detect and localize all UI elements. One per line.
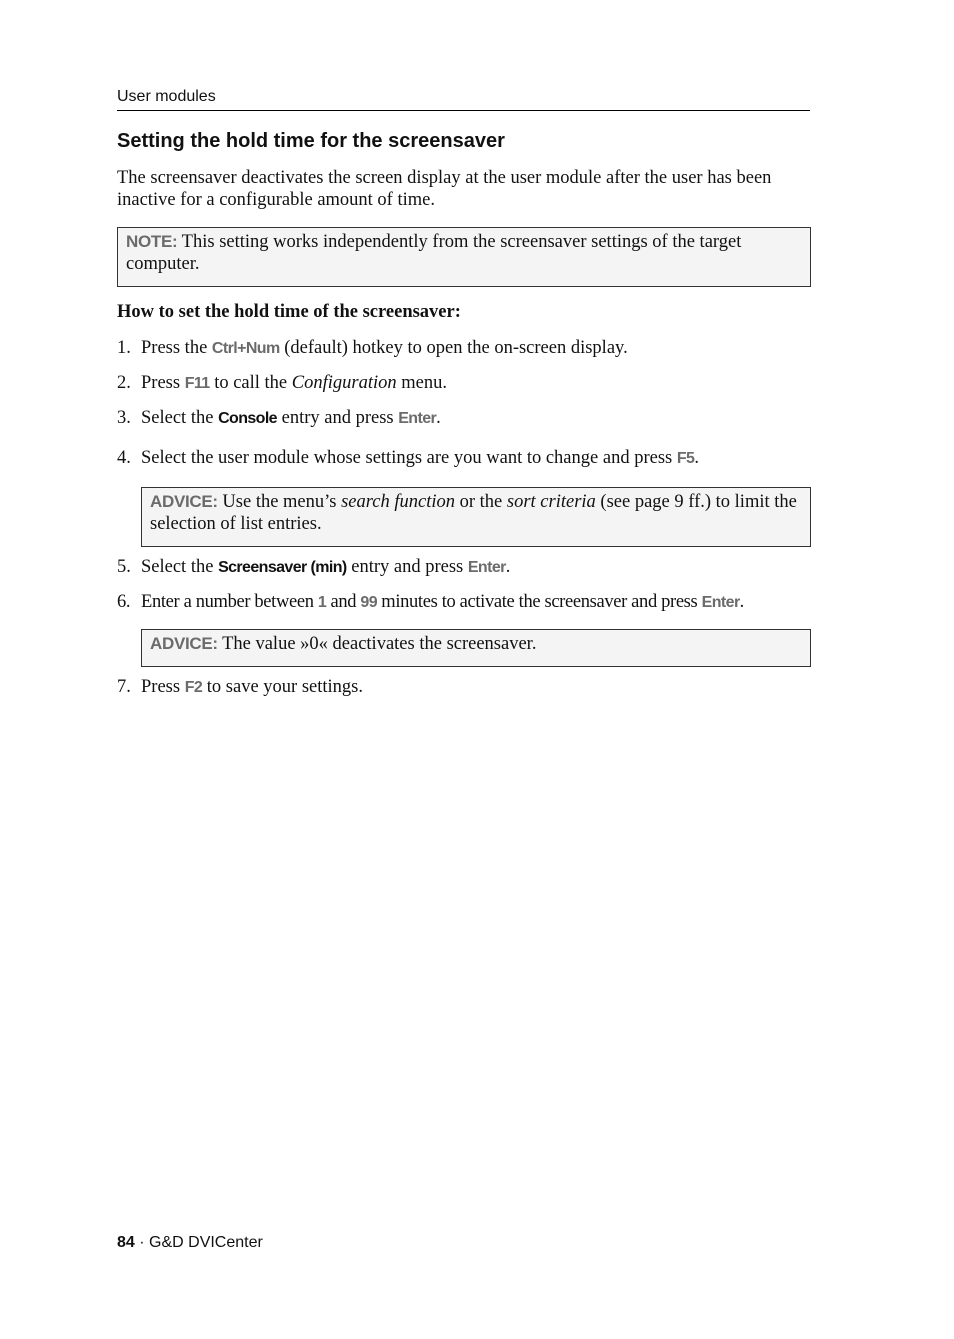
step-text: to save your settings. <box>202 677 363 697</box>
step-text: . <box>739 592 744 612</box>
step-number: 7. <box>117 677 131 697</box>
step-text: Select the user module whose settings are you want to change and press <box>141 448 677 468</box>
advice-text: The value »0« deactivates the screensaver. <box>217 634 537 654</box>
step-text: Select the <box>141 557 219 577</box>
footer-separator: · <box>134 1234 150 1251</box>
menu-entry: Console <box>218 410 277 427</box>
step-5 <box>117 556 817 579</box>
step-text: to call the <box>209 373 292 393</box>
menu-entry: Screensaver (min) <box>218 559 347 576</box>
advice-box-2 <box>141 629 811 667</box>
step-text: Select the <box>141 408 219 428</box>
note-box <box>117 227 811 287</box>
step-text: minutes to activate the screensaver and press <box>377 592 702 612</box>
step-text: and <box>326 592 361 612</box>
section-title: Setting the hold time for the screensaver <box>117 130 505 152</box>
step-text: (default) hotkey to open the on-screen display. <box>279 338 628 358</box>
advice-text: (see page 9 ff.) to limit the selection of list entries. <box>150 492 797 534</box>
running-header: User modules <box>117 88 810 111</box>
step-number: 2. <box>117 373 131 393</box>
step-number: 3. <box>117 408 131 428</box>
product-name: G&D DVICenter <box>149 1234 263 1251</box>
page-number: 84 <box>117 1234 135 1251</box>
step-6 <box>117 591 817 614</box>
step-2 <box>117 372 817 395</box>
key-label: Enter <box>701 594 740 611</box>
menu-name: Configuration <box>291 373 397 393</box>
key-label: F11 <box>184 375 210 392</box>
value-label: 1 <box>317 594 327 611</box>
step-text: . <box>694 448 699 468</box>
advice-text: or the <box>455 492 507 512</box>
advice-label: ADVICE: <box>150 492 218 511</box>
page-footer <box>117 1234 263 1252</box>
advice-box-1 <box>141 487 811 547</box>
step-text: entry and press <box>346 557 468 577</box>
howto-heading: How to set the hold time of the screensaver: <box>117 302 461 322</box>
step-4 <box>117 447 817 470</box>
step-7 <box>117 676 817 699</box>
value-label: 99 <box>360 594 378 611</box>
step-3 <box>117 407 817 430</box>
key-label: Enter <box>467 559 506 576</box>
step-number: 5. <box>117 557 131 577</box>
advice-text: Use the menu’s <box>217 492 342 512</box>
key-label: Enter <box>398 410 437 427</box>
advice-term: search function <box>341 492 455 512</box>
note-label: NOTE: <box>126 232 178 251</box>
step-number: 6. <box>117 592 131 612</box>
key-label: F5 <box>676 450 695 467</box>
note-text: This setting works independently from the screensaver settings of the target computer. <box>126 232 742 274</box>
step-text: Enter a number between <box>141 592 318 612</box>
step-text: entry and press <box>276 408 399 428</box>
step-text: Press <box>141 373 185 393</box>
step-text: Press <box>141 677 185 697</box>
step-number: 4. <box>117 448 131 468</box>
key-label: F2 <box>184 679 203 696</box>
step-1 <box>117 337 817 360</box>
step-text: . <box>505 557 511 577</box>
step-text: . <box>436 408 441 428</box>
hotkey-label: Ctrl+Num <box>211 340 280 357</box>
advice-term: sort criteria <box>506 492 596 512</box>
advice-label: ADVICE: <box>150 634 218 653</box>
step-text: Press the <box>141 338 212 358</box>
step-text: menu. <box>396 373 447 393</box>
intro-paragraph: The screensaver deactivates the screen display at the user module after the user has been inactive for a configurable amount of time. <box>117 168 772 210</box>
step-number: 1. <box>117 338 131 358</box>
